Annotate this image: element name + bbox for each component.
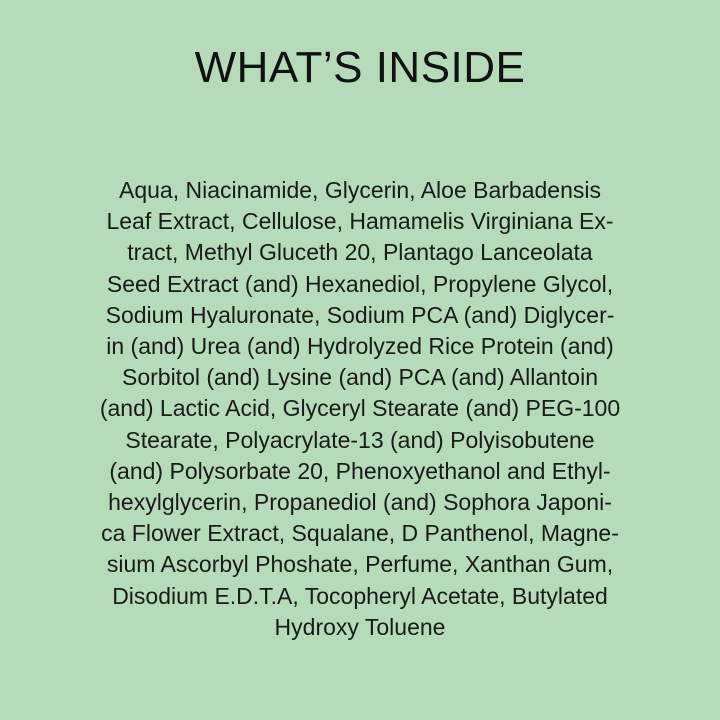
ingredient-line: Sodium Hyaluronate, Sodium PCA (and) Diglycer-: [105, 301, 615, 328]
ingredient-line: tract, Methyl Gluceth 20, Plantago Lanceolata: [127, 239, 593, 266]
page-title: WHAT’S INSIDE: [194, 43, 526, 92]
ingredient-line: Hydroxy Toluene: [274, 613, 446, 640]
ingredient-line: sium Ascorbyl Phoshate, Perfume, Xanthan Gum,: [106, 551, 614, 578]
ingredient-line: Leaf Extract, Cellulose, Hamamelis Virginiana Ex-: [106, 208, 614, 235]
ingredient-line: (and) Polysorbate 20, Phenoxyethanol and Ethyl-: [109, 457, 611, 484]
ingredient-line: hexylglycerin, Propanediol (and) Sophora Japoni-: [108, 489, 612, 516]
ingredient-line: ca Flower Extract, Squalane, D Panthenol, Magne-: [101, 520, 619, 547]
ingredient-line: Sorbitol (and) Lysine (and) PCA (and) Allantoin: [121, 364, 598, 391]
ingredient-line: Disodium E.D.T.A, Tocopheryl Acetate, Butylated: [112, 582, 608, 609]
ingredient-line: Stearate, Polyacrylate-13 (and) Polyisobutene: [125, 426, 595, 453]
ingredient-line: in (and) Urea (and) Hydrolyzed Rice Protein (and): [106, 333, 614, 360]
ingredient-line: Aqua, Niacinamide, Glycerin, Aloe Barbadensis: [119, 177, 601, 203]
ingredient-line: (and) Lactic Acid, Glyceryl Stearate (and) PEG-100: [99, 395, 621, 422]
ingredient-list: [50, 175, 670, 643]
ingredient-line: Seed Extract (and) Hexanediol, Propylene Glycol,: [106, 270, 614, 297]
